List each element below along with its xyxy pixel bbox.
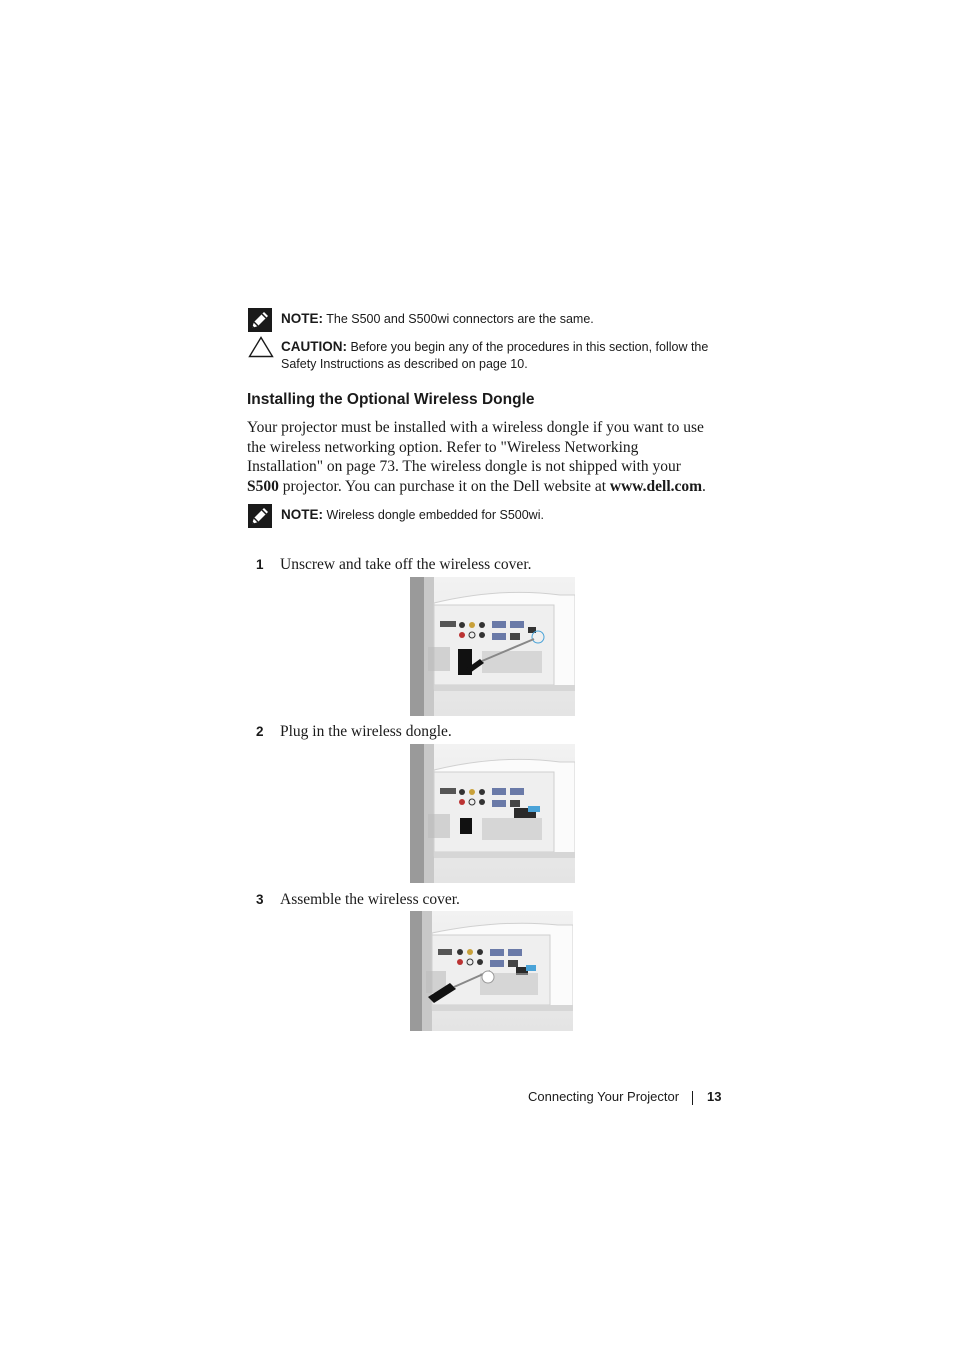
- paragraph-line-4-mid: projector. You can purchase it on the Dell website at: [278, 477, 610, 495]
- paragraph-line-1: Your projector must be installed with a wireless dongle if you want to use: [247, 419, 704, 436]
- projector-photo-plug-dongle: [410, 744, 575, 883]
- model-name: S500: [247, 477, 279, 495]
- pencil-note-icon: [248, 308, 272, 332]
- step-text: Unscrew and take off the wireless cover.: [280, 556, 532, 573]
- dell-website-link[interactable]: www.dell.com: [609, 477, 703, 495]
- step-text: Assemble the wireless cover.: [280, 891, 460, 908]
- footer-section-title: Connecting Your Projector: [528, 1089, 680, 1104]
- projector-photo-unscrew: [410, 577, 575, 716]
- note-label: NOTE:: [281, 311, 323, 326]
- paragraph-line-4: [247, 477, 739, 497]
- note-dongle: [281, 506, 544, 524]
- footer-separator: [692, 1091, 693, 1105]
- step-2: [256, 723, 452, 741]
- pencil-note-icon: [248, 504, 272, 528]
- caution-block: [281, 338, 741, 373]
- caution-label: CAUTION:: [281, 339, 347, 354]
- caution-triangle-icon: [248, 336, 274, 358]
- note-text: The S500 and S500wi connectors are the same.: [323, 312, 594, 326]
- section-heading: Installing the Optional Wireless Dongle: [247, 391, 535, 408]
- caution-text-2: Safety Instructions as described on page 10.: [281, 357, 528, 371]
- step-number: 1: [256, 557, 264, 572]
- page-number: 13: [707, 1089, 722, 1104]
- paragraph-line-3: Installation" on page 73. The wireless dongle is not shipped with your: [247, 458, 681, 475]
- step-1: [256, 556, 532, 574]
- step-number: 2: [256, 724, 264, 739]
- step-number: 3: [256, 892, 264, 907]
- paragraph-line-2: the wireless networking option. Refer to "Wireless Networking: [247, 438, 639, 456]
- projector-photo-assemble-cover: [410, 911, 573, 1031]
- intro-paragraph: [247, 418, 739, 496]
- paragraph-line-4-end: .: [702, 477, 706, 495]
- step-text: Plug in the wireless dongle.: [280, 723, 452, 740]
- note-connectors: [281, 310, 594, 328]
- note-label: NOTE:: [281, 507, 323, 522]
- caution-text-1: Before you begin any of the procedures in this section, follow the: [347, 340, 709, 354]
- note-text: Wireless dongle embedded for S500wi.: [323, 508, 544, 522]
- step-3: [256, 891, 460, 909]
